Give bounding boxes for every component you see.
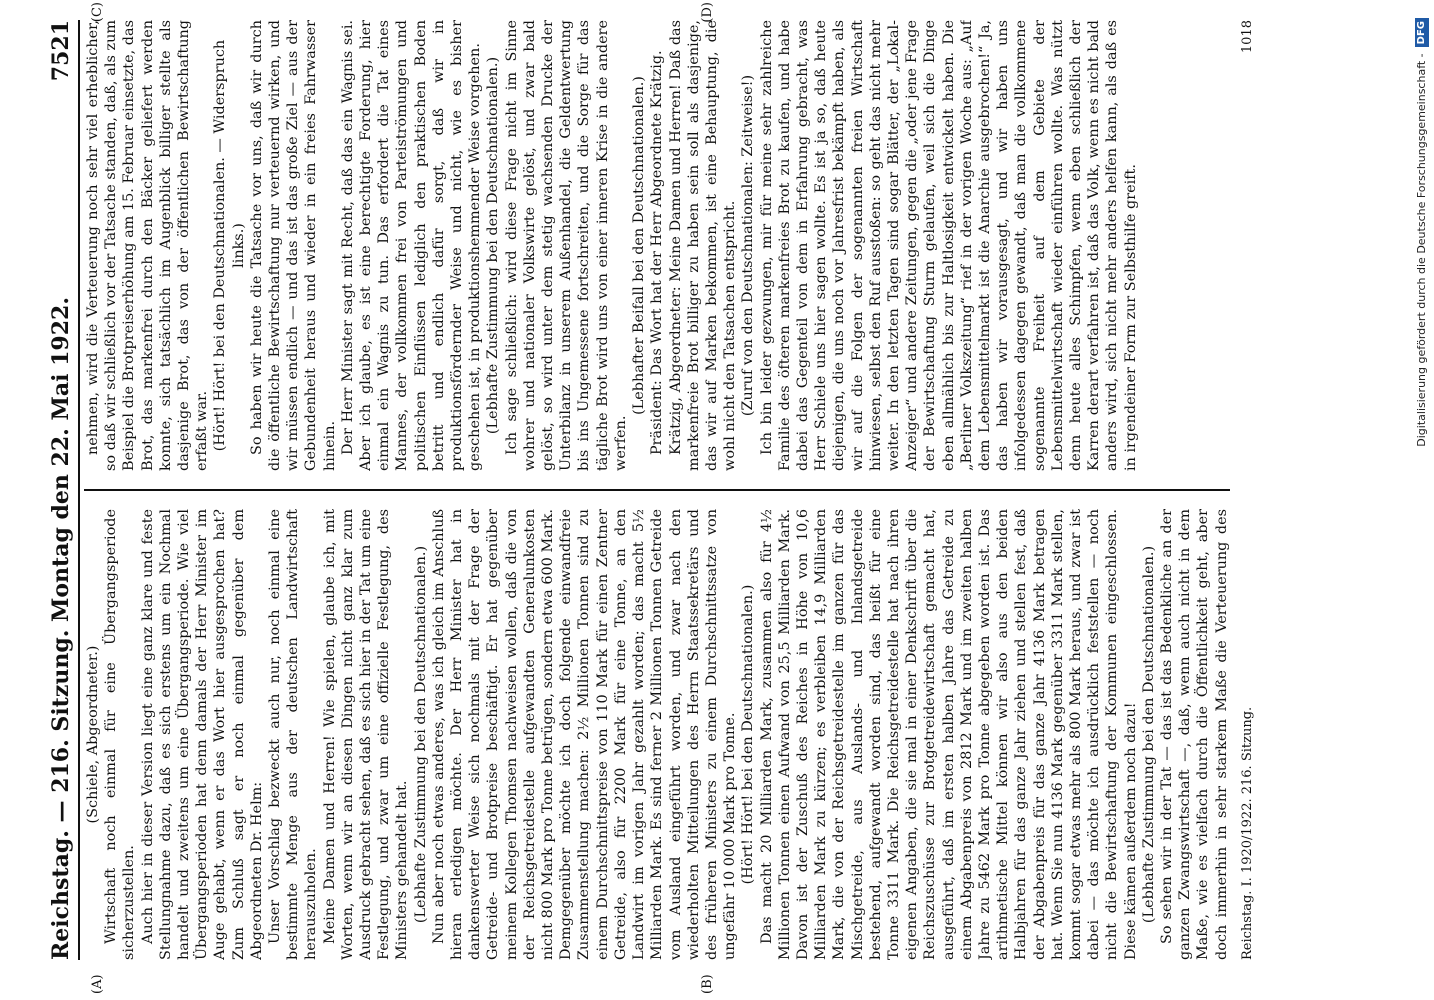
paragraph: So haben wir heute die Tatsache vor uns, daß wir durch die öffentliche Bewirtschaftung nur verteuernd wirken, und wir müssen endlich — und das ist das große Ziel — aus der Gebundenheit heraus und wieder in ein freies Fahrwasser hinein.	[248, 20, 338, 471]
paragraph: Nun aber noch etwas anderes, was ich gleich im Anschluß hieran erledigen möchte. Der Herr Minister hat in dankenswerter Weise sich nochmals mit der Frage der Getreide- und Brotpreise beschäftigt. Er hat gegenüber meinem Kollegen Thomsen nachweisen wollen, daß die von der Reichsgetreidestelle aufgewandten Generalunkosten nicht 800 Mark pro Tonne betrügen, sondern etwa 600 Mark. Demgegenüber möchte ich doch folgende einwandfreie Zusammenstellung machen: 2½ Millionen Tonnen sind zu einem Durchschnittspreise von 110 Mark für einen Zentner Getreide, also für 2200 Mark für eine Tonne, an den Landwirt im vorigen Jahr gezahlt worden; das macht 5½ Milliarden Mark. Es sind ferner 2 Millionen Tonnen Getreide vom Ausland eingeführt worden, und zwar nach den wiederholten Mitteilungen des Herrn Staatssekretärs und des früheren Ministers zu einem Durchschnittssatze von ungefähr 10 000 Mark pro Tonne.	[430, 509, 739, 960]
page-number: 7521	[48, 20, 74, 82]
paragraph: So sehen wir in der Tat — das ist das Bedenkliche an der ganzen Zwangswirtschaft —, daß, wenn auch nicht in dem Maße, wie es vielfach durch die Öffentlichkeit geht, aber doch immerhin in sehr starkem Maße die Verteuerung des	[1158, 509, 1230, 960]
page-header-title: Reichstag. — 216. Sitzung. Montag den 22. Mai 1922.	[48, 297, 74, 960]
footer-right: 1018	[1240, 20, 1255, 54]
paragraph: Ich bin leider gezwungen, mir für meine sehr zahlreiche Familie des öfteren markenfreies Brot zu kaufen, und habe dabei das Gegenteil von dem in Erfahrung gebracht, was Herr Schiele uns hier sagen wollte. Es ist ja so, daß heute diejenigen, die uns noch vor Jahresfrist bekämpft haben, als wir auf die Folgen der sogenannten freien Wirtschaft hinwiesen, selbst den Ruf ausstoßen: so geht das nicht mehr weiter. In den letzten Tagen sind sogar Blätter, der „Lokal-Anzeiger“ und andere Zeitungen, gegen die „oder jene Frage der Bewirtschaftung Sturm gelaufen, weil sich die Dinge eben allmählich bis zur Haltlosigkeit entwickelt haben. Die „Berliner Volkszeitung“ rief in der vorigen Woche aus: „Auf dem Lebensmittelmarkt ist die Anarchie ausgebrochen!“ Ja, das haben wir vorausgesagt, und wir haben uns infolgedessen dagegen gewandt, daß man die vollkommene sogenannte Freiheit auf dem Gebiete der Lebensmittelwirtschaft wieder einführen wollte. Was nützt denn heute alles Schimpfen, wenn eben schließlich der Karren derart verfahren ist, daß das Volk, wenn es nicht bald anders wird, sich nicht mehr anders helfen kann, als daß es in irgendeiner Form zur Selbsthilfe greift.	[758, 20, 1139, 471]
paragraph: (Lebhafter Beifall bei den Deutschnationalen.)	[631, 76, 648, 415]
paragraph: Präsident: Das Wort hat der Herr Abgeordnete Krätzig.	[649, 50, 666, 455]
page-footer	[1240, 20, 1262, 960]
margin-marker-d: (D)	[700, 2, 715, 23]
paragraph: nehmen, wird die Verteuerung noch sehr viel erheblicher, so daß wir schließlich vor der Tatsache standen, daß, als zum Beispiel die Brotpreiserhöhung am 15. Februar einsetzte, das Brot, das markenfrei durch den Bäcker geliefert werden konnte, sich tatsächlich im Augenblick billiger stellte als dasjenige Brot, das von der öffentlichen Bewirtschaftung erfaßt war.	[85, 20, 211, 471]
column-divider	[84, 489, 1230, 491]
text-column-left	[84, 509, 1230, 960]
footer-left: Reichstag. I. 1920/1922. 216. Sitzung.	[1240, 706, 1255, 960]
paragraph: Ich sage schließlich: wird diese Frage nicht im Sinne wohrer und nationaler Volkswirte gelöst, und zwar bald gelöst, so wird unter dem stetig wachsenden Drucke der Unterbilanz in unserem Außenhandel, die Geldentwertung bis ins Ungemessene fortschreiten, und die Sorge für das tägliche Brot wird uns von einer inneren Krise in die andere werfen.	[503, 20, 629, 471]
digitization-note	[1412, 6, 1432, 996]
paragraph: (Hört! Hört! bei den Deutschnationalen. — Widerspruch links.)	[212, 39, 247, 452]
paragraph: Der Herr Minister sagt mit Recht, daß das ein Wagnis sei. Aber ich glaube, es ist eine berechtigte Forderung, hier einmal ein Wagnis zu tun. Das erfordert die Tat eines Mannes, der vollkommen frei von Parteiströmungen und politischen Einflüssen lediglich den praktischen Boden betritt und endlich dafür sorgt, daß wir in produktionsfördernder Weise und nicht, wie es bisher geschehen ist, in produktionshemmender Weise vorgehen.	[339, 20, 484, 471]
text-column-right	[84, 20, 1230, 471]
text-columns	[84, 20, 1230, 960]
paragraph: Wirtschaft noch einmal für eine Übergangsperiode sicherzustellen.	[103, 509, 138, 960]
paragraph: (Schiele, Abgeordneter.)	[85, 645, 101, 824]
margin-marker-b: (B)	[700, 974, 715, 994]
paragraph: Krätzig, Abgeordneter: Meine Damen und Herren! Daß das markenfreie Brot billiger zu haben sein soll als dasjenige, das wir auf Marken bekommen, ist eine Behauptung, die wohl nicht den Tatsachen entspricht.	[667, 20, 739, 471]
paragraph: (Lebhafte Zustimmung bei den Deutschnationalen.)	[412, 545, 429, 924]
paragraph: (Hört! Hört! bei den Deutschnationalen.)	[740, 584, 757, 885]
page-header	[40, 20, 80, 960]
paragraph: Das macht 20 Milliarden Mark, zusammen also für 4½ Millionen Tonnen einen Aufwand von 25,5 Milliarden Mark. Davon ist der Zuschuß des Reiches in Höhe von 10,6 Milliarden Mark zu kürzen; es verbleiben 14,9 Milliarden Mark, die von der Reichsgetreidestelle im ganzen für das Mischgetreide, aus Auslands- und Inlandsgetreide bestehend, aufgewandt worden sind, das heißt für eine Tonne 3311 Mark. Die Reichsgetreidestelle hat nach ihren eigenen Angaben, die sie mal in einer Denkschrift über die Reichszuschüsse zur Brotgetreidewirtschaft gemacht hat, ausgeführt, daß im ersten halben Jahre das Getreide zu einem Abgabenpreis von 2812 Mark und im zweiten halben Jahre zu 5462 Mark pro Tonne abgegeben worden ist. Das arithmetische Mittel können wir also aus den beiden Halbjahren für das ganze Jahr ziehen und stellen fest, daß der Abgabenpreis für das ganze Jahr 4136 Mark betragen hat. Wenn Sie nun 4136 Mark gegenüber 3311 Mark stellen, kommt sogar etwas mehr als 800 Mark heraus, und zwar ist dabei — das möchte ich ausdrücklich feststellen — noch nicht die Bewirtschaftung der Kommunen eingeschlossen. Diese kämen außerdem noch dazu!	[758, 509, 1139, 960]
margin-marker-c: (C)	[90, 2, 105, 23]
paragraph: Meine Damen und Herren! Wie spielen, glaube ich, mit Worten, wenn wir an diesen Dingen nicht ganz klar zum Ausdruck gebracht sehen, daß es sich hier in der Tat um eine Festlegung, und zwar um eine offizielle Festlegung, des Ministers gehandelt hat.	[321, 509, 411, 960]
dfg-logo: DFG	[1415, 18, 1429, 47]
margin-marker-a: (A)	[90, 974, 105, 994]
paragraph: (Lebhafte Zustimmung bei den Deutschnationalen.)	[1140, 545, 1157, 924]
paragraph: (Zuruf von den Deutschnationalen: Zeitweise!)	[740, 74, 757, 417]
paragraph: Auch hier in dieser Version liegt eine ganz klare und feste Stellungnahme dazu, daß es sich erstens um ein Nochmal handelt und zweitens um eine Übergangsperiode. Wie viel Übergangsperioden hat denn damals der Herr Minister im Auge gehabt, wenn er das Wort hier ausgesprochen hat? Zum Schluß sagt er noch einmal gegenüber dem Abgeordneten Dr. Helm:	[139, 509, 265, 960]
digitization-text: Digitalisierung gefördert durch die Deutsche Forschungsgemeinschaft -	[1415, 53, 1428, 447]
paragraph: Unser Vorschlag bezweckt auch nur, noch einmal eine bestimmte Menge aus der deutschen Landwirtschaft herauszuholen.	[267, 509, 320, 960]
paragraph: (Lebhafte Zustimmung bei den Deutschnationalen.)	[485, 56, 502, 435]
